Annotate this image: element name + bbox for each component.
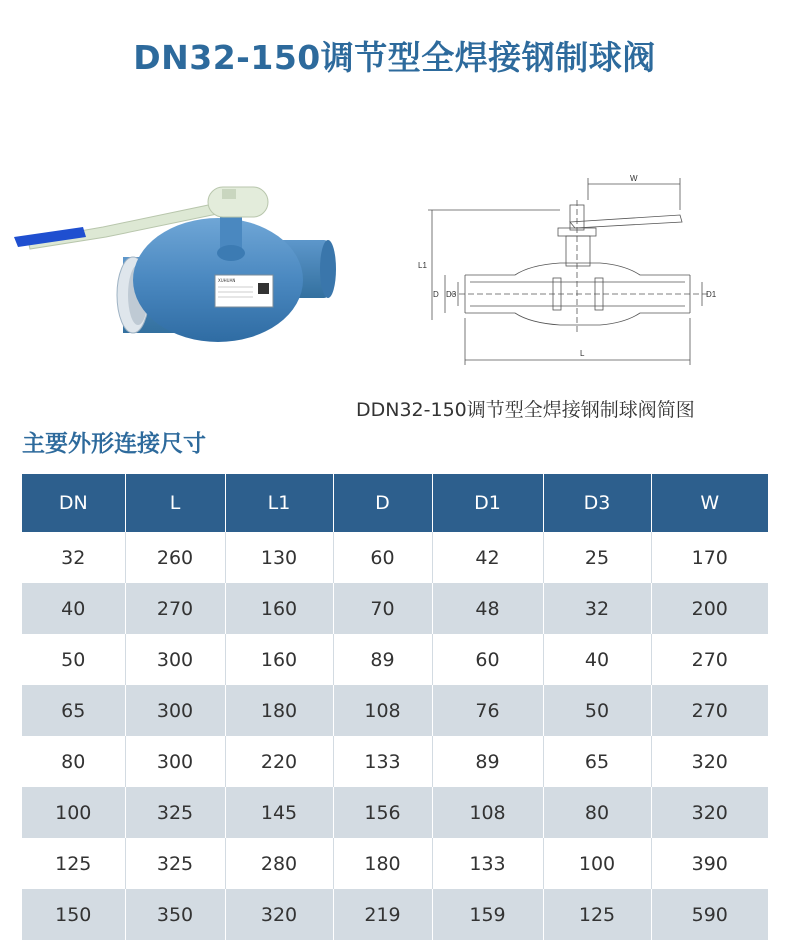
- table-cell: 89: [432, 736, 543, 787]
- section-title: 主要外形连接尺寸: [22, 431, 206, 457]
- table-cell: 325: [125, 838, 225, 889]
- table-cell: 180: [333, 838, 432, 889]
- table-cell: 32: [543, 583, 651, 634]
- column-header: D1: [432, 474, 543, 532]
- table-cell: 200: [651, 583, 768, 634]
- table-cell: 80: [22, 736, 125, 787]
- table-cell: 32: [22, 532, 125, 583]
- drawing-label-w: W: [630, 174, 638, 183]
- table-cell: 350: [125, 889, 225, 940]
- table-cell: 590: [651, 889, 768, 940]
- drawing-caption: DDN32-150调节型全焊接钢制球阀简图: [356, 399, 695, 421]
- drawing-label-d: D: [433, 290, 439, 299]
- table-cell: 130: [225, 532, 333, 583]
- dimensions-table: [22, 474, 768, 940]
- table-cell: 50: [22, 634, 125, 685]
- table-cell: 300: [125, 685, 225, 736]
- table-cell: 219: [333, 889, 432, 940]
- table-cell: 100: [22, 787, 125, 838]
- drawing-label-d1: D1: [706, 290, 717, 299]
- table-cell: 50: [543, 685, 651, 736]
- table-cell: 320: [651, 736, 768, 787]
- table-cell: 390: [651, 838, 768, 889]
- table-row: [22, 838, 768, 889]
- table-cell: 300: [125, 634, 225, 685]
- table-cell: 60: [432, 634, 543, 685]
- table-cell: 40: [543, 634, 651, 685]
- table-row: [22, 634, 768, 685]
- table-cell: 270: [651, 634, 768, 685]
- table-row: [22, 583, 768, 634]
- table-cell: 320: [225, 889, 333, 940]
- table-cell: 89: [333, 634, 432, 685]
- table-cell: 133: [333, 736, 432, 787]
- valve-drawing: [410, 170, 730, 370]
- table-cell: 300: [125, 736, 225, 787]
- nameplate-brand: XUHUAN: [218, 278, 236, 283]
- table-cell: 40: [22, 583, 125, 634]
- table-cell: 150: [22, 889, 125, 940]
- table-cell: 280: [225, 838, 333, 889]
- table-cell: 170: [651, 532, 768, 583]
- drawing-label-d3: D3: [446, 290, 457, 299]
- drawing-label-l: L: [580, 349, 585, 358]
- table-header-row: [22, 474, 768, 532]
- column-header: D3: [543, 474, 651, 532]
- table-cell: 320: [651, 787, 768, 838]
- table-cell: 125: [543, 889, 651, 940]
- column-header: L: [125, 474, 225, 532]
- table-cell: 48: [432, 583, 543, 634]
- table-cell: 180: [225, 685, 333, 736]
- table-cell: 133: [432, 838, 543, 889]
- table-cell: 108: [432, 787, 543, 838]
- table-cell: 160: [225, 583, 333, 634]
- page-title: DN32-150调节型全焊接钢制球阀: [133, 38, 656, 77]
- table-row: [22, 685, 768, 736]
- table-cell: 260: [125, 532, 225, 583]
- table-cell: 160: [225, 634, 333, 685]
- valve-photo: [8, 175, 348, 355]
- table-cell: 25: [543, 532, 651, 583]
- drawing-label-l1: L1: [418, 261, 427, 270]
- table-cell: 76: [432, 685, 543, 736]
- table-cell: 125: [22, 838, 125, 889]
- table-row: [22, 889, 768, 940]
- table-cell: 145: [225, 787, 333, 838]
- table-cell: 270: [125, 583, 225, 634]
- table-cell: 156: [333, 787, 432, 838]
- table-cell: 42: [432, 532, 543, 583]
- table-row: [22, 787, 768, 838]
- table-cell: 220: [225, 736, 333, 787]
- column-header: D: [333, 474, 432, 532]
- table-cell: 70: [333, 583, 432, 634]
- table-row: [22, 736, 768, 787]
- table-cell: 60: [333, 532, 432, 583]
- table-row: [22, 532, 768, 583]
- table-cell: 80: [543, 787, 651, 838]
- table-cell: 270: [651, 685, 768, 736]
- table-cell: 100: [543, 838, 651, 889]
- column-header: DN: [22, 474, 125, 532]
- column-header: L1: [225, 474, 333, 532]
- table-cell: 108: [333, 685, 432, 736]
- table-cell: 325: [125, 787, 225, 838]
- table-cell: 159: [432, 889, 543, 940]
- column-header: W: [651, 474, 768, 532]
- table-cell: 65: [543, 736, 651, 787]
- table-cell: 65: [22, 685, 125, 736]
